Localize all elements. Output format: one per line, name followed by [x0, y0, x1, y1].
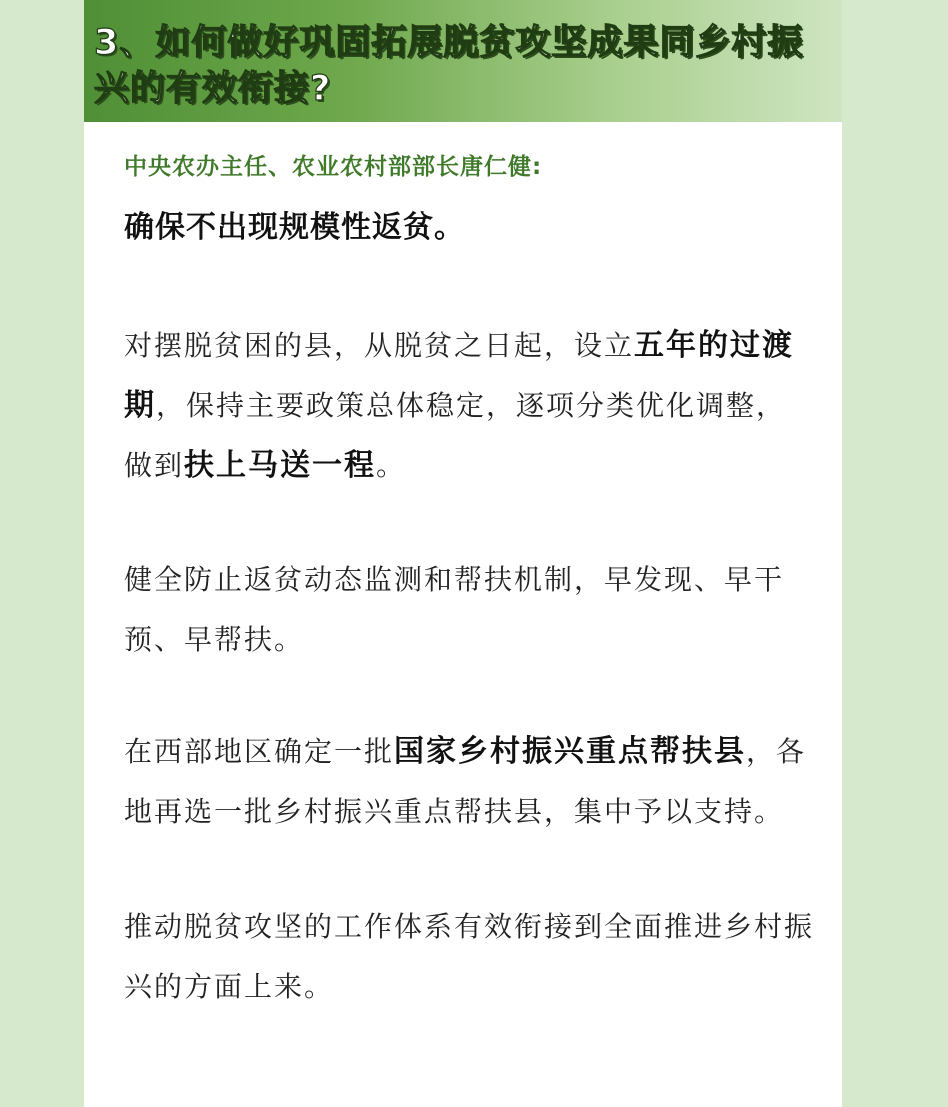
key-point-headline: 确保不出现规模性返贫。	[124, 210, 465, 245]
paragraph-text: 对摆脱贫困的县，从脱贫之日起，设立	[124, 329, 635, 362]
paragraph-key-counties	[124, 722, 814, 842]
paragraph-text: 。	[376, 449, 407, 482]
paragraph-text: ，各地再选一批乡村振兴重点帮扶县，集中予以支持。	[124, 735, 807, 828]
section-title: 3、如何做好巩固拓展脱贫攻坚成果同乡村振兴的有效衔接?	[94, 23, 804, 109]
emphasis-five-year-transition: 五年的过渡期	[124, 328, 795, 423]
emphasis-national-key-counties: 国家乡村振兴重点帮扶县	[394, 734, 747, 769]
paragraph-transition-period	[124, 316, 814, 496]
speaker-attribution: 中央农办主任、农业农村部部长唐仁健:	[124, 154, 543, 180]
article-card	[84, 0, 842, 1107]
page-background-right	[842, 0, 948, 1107]
header-banner	[84, 0, 842, 122]
page-background-left	[0, 0, 84, 1107]
paragraph-text: ，保持主要政策总体稳定，逐项分类优化调整，做到	[124, 389, 787, 482]
article-content	[124, 150, 814, 1017]
emphasis-help-onto-horse: 扶上马送一程	[184, 448, 377, 483]
paragraph-text: 在西部地区确定一批	[124, 735, 395, 768]
paragraph-work-system: 推动脱贫攻坚的工作体系有效衔接到全面推进乡村振兴的方面上来。	[124, 910, 815, 1003]
paragraph-monitoring-mechanism: 健全防止返贫动态监测和帮扶机制，早发现、早干预、早帮扶。	[124, 563, 785, 656]
